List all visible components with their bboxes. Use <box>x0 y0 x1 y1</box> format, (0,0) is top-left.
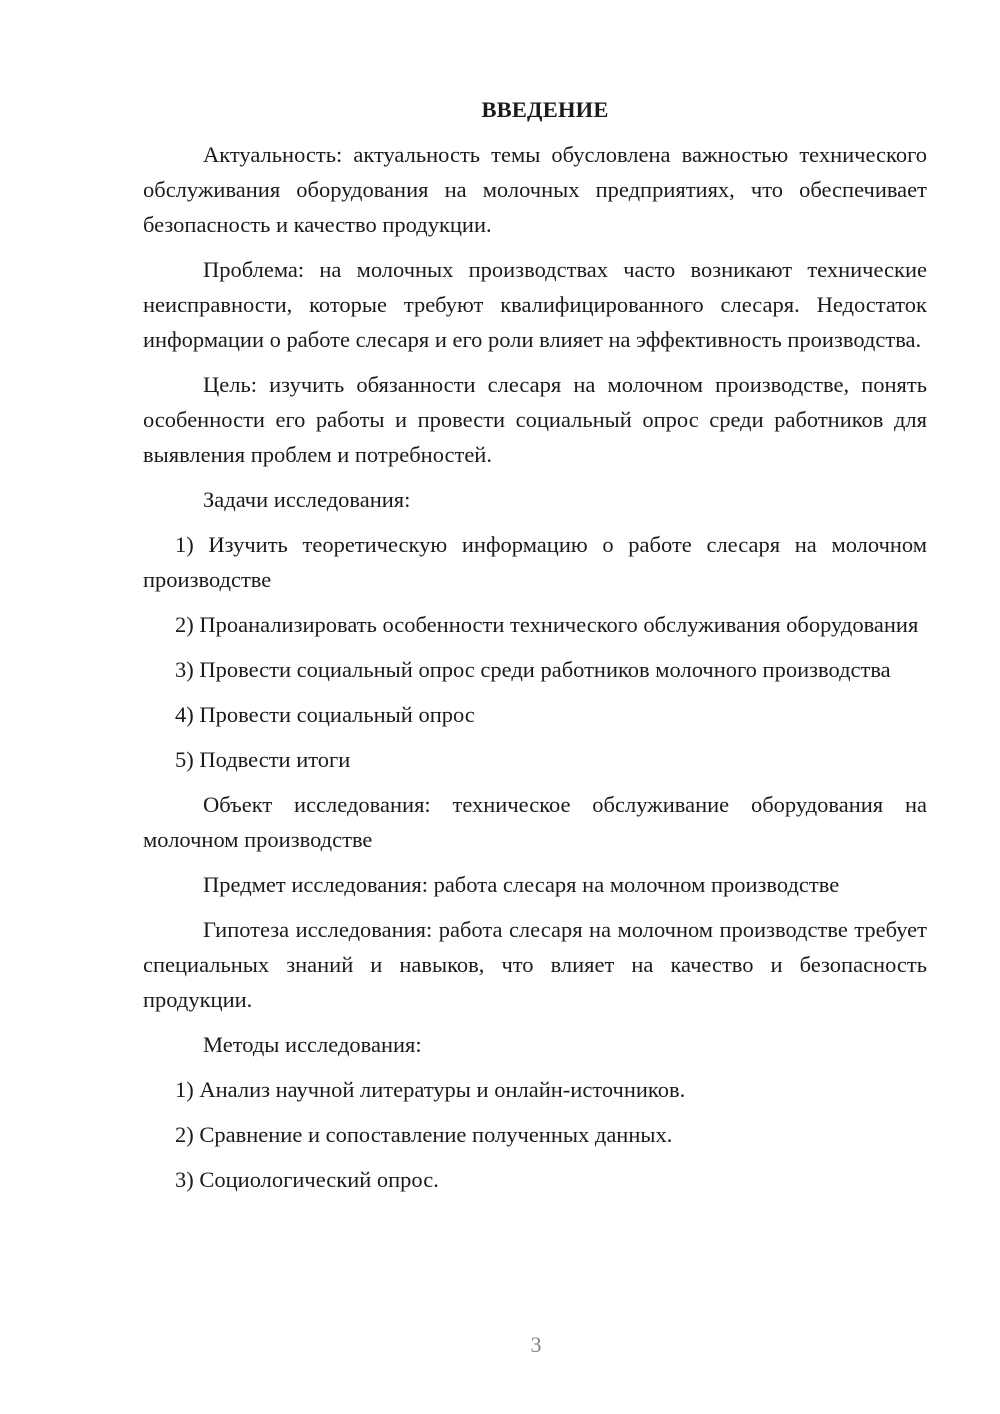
section-title: ВВЕДЕНИЕ <box>481 97 609 122</box>
task-item: 3) Провести социальный опрос среди работников молочного производства <box>175 657 891 682</box>
method-item: 1) Анализ научной литературы и онлайн-источников. <box>175 1077 686 1102</box>
hypothesis-paragraph: Гипотеза исследования: работа слесаря на молочном производстве требует специальных знаний и навыков, что влияет на качество и безопасность продукции. <box>143 917 927 1012</box>
method-item: 3) Социологический опрос. <box>175 1167 439 1192</box>
task-item: 5) Подвести итоги <box>175 747 351 772</box>
page-number: 3 <box>530 1332 542 1357</box>
problem-paragraph: Проблема: на молочных производствах часто возникают технические неисправности, которые требуют квалифицированного слесаря. Недостаток информации о работе слесаря и его роли влияет на эффективность производства. <box>143 257 927 352</box>
task-item: 4) Провести социальный опрос <box>175 702 475 727</box>
method-item: 2) Сравнение и сопоставление полученных данных. <box>175 1122 673 1147</box>
relevance-paragraph: Актуальность: актуальность темы обусловлена важностью технического обслуживания оборудования на молочных предприятиях, что обеспечивает безопасность и качество продукции. <box>143 142 927 237</box>
task-item: 1) Изучить теоретическую информацию о работе слесаря на молочном производстве <box>143 532 927 592</box>
subject-paragraph: Предмет исследования: работа слесаря на молочном производстве <box>203 872 840 897</box>
task-item: 2) Проанализировать особенности технического обслуживания оборудования <box>175 612 919 637</box>
methods-heading: Методы исследования: <box>203 1032 422 1057</box>
object-paragraph: Объект исследования: техническое обслуживание оборудования на молочном производстве <box>143 792 927 852</box>
document-page <box>143 92 927 1207</box>
goal-paragraph: Цель: изучить обязанности слесаря на молочном производстве, понять особенности его работы и провести социальный опрос среди работников для выявления проблем и потребностей. <box>143 372 927 467</box>
tasks-heading: Задачи исследования: <box>203 487 411 512</box>
